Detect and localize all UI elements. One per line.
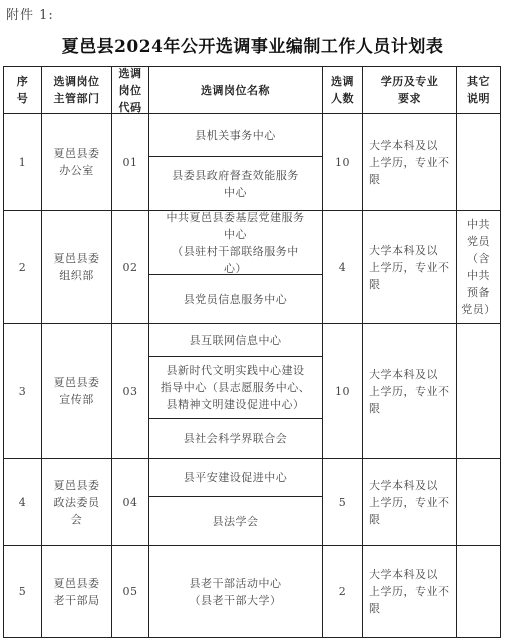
- position-name: 县互联网信息中心: [189, 333, 282, 347]
- row-index: 5: [18, 585, 27, 598]
- row-notes: [457, 546, 500, 637]
- row-index: 4: [18, 495, 27, 509]
- row-edu: 大学本科及以 上学历，专业不 限: [369, 568, 450, 615]
- row-dept: 夏邑县委 宣传部: [53, 376, 100, 406]
- row-index: 3: [18, 384, 27, 398]
- row-count: 2: [338, 585, 347, 598]
- row-count: 10: [335, 384, 350, 398]
- position-name: 县新时代文明实践中心建设 指导中心（县志愿服务中心、 县精神文明建设促进中心）: [160, 364, 311, 411]
- position-name: 中共夏邑县委基层党建服务 中心 （县驻村干部联络服务中 心）: [166, 210, 305, 275]
- header-code: 选调 岗位 代码: [118, 66, 142, 114]
- position-name: 县委县政府督查效能服务 中心: [172, 168, 299, 199]
- header-name: 选调岗位名称: [201, 83, 270, 97]
- row-dept: 夏邑县委 政法委员 会: [53, 478, 100, 526]
- header-notes: 其它 说明: [467, 75, 490, 105]
- header-edu: 学历及专业 要求: [380, 75, 439, 105]
- row-count: 4: [338, 260, 347, 274]
- table-rule: [500, 66, 501, 638]
- page-title: 夏邑县2024年公开选调事业编制工作人员计划表: [61, 37, 444, 57]
- header-dept: 选调岗位 主管部门: [53, 75, 100, 105]
- row-notes: [457, 324, 500, 458]
- row-index: 1: [18, 155, 27, 169]
- row-index: 2: [18, 260, 27, 274]
- row-dept: 夏邑县委 老干部局: [53, 576, 100, 607]
- row-count: 10: [335, 155, 350, 169]
- row-code: 03: [122, 384, 138, 398]
- attachment-label: 附件 1:: [6, 8, 54, 23]
- plan-table: [3, 66, 501, 638]
- position-name: 县机关事务中心: [195, 128, 276, 142]
- position-name: 县平安建设促进中心: [183, 471, 288, 484]
- row-notes: [457, 114, 500, 210]
- header-index: 序 号: [16, 75, 29, 105]
- row-edu: 大学本科及以 上学历，专业不 限: [369, 367, 450, 415]
- row-count: 5: [338, 495, 347, 509]
- row-edu: 大学本科及以 上学历，专业不 限: [369, 478, 450, 526]
- row-dept: 夏邑县委 组织部: [53, 252, 100, 282]
- position-name: 县老干部活动中心 （县老干部大学）: [189, 576, 282, 607]
- position-name: 县法学会: [212, 514, 259, 528]
- row-edu: 大学本科及以 上学历，专业不 限: [369, 138, 450, 186]
- position-name: 县党员信息服务中心: [183, 292, 288, 306]
- row-notes: [457, 459, 500, 545]
- row-code: 04: [122, 495, 138, 509]
- row-dept: 夏邑县委 办公室: [53, 147, 100, 177]
- row-code: 01: [122, 155, 138, 169]
- row-notes: 中共 党员 （含 中共 预备 党员）: [461, 218, 496, 316]
- table-rule: [3, 637, 501, 638]
- position-name: 县社会科学界联合会: [183, 432, 288, 445]
- row-code: 02: [122, 260, 138, 274]
- header-count: 选调 人数: [331, 75, 354, 105]
- row-code: 05: [122, 585, 138, 598]
- row-edu: 大学本科及以 上学历，专业不 限: [369, 243, 450, 291]
